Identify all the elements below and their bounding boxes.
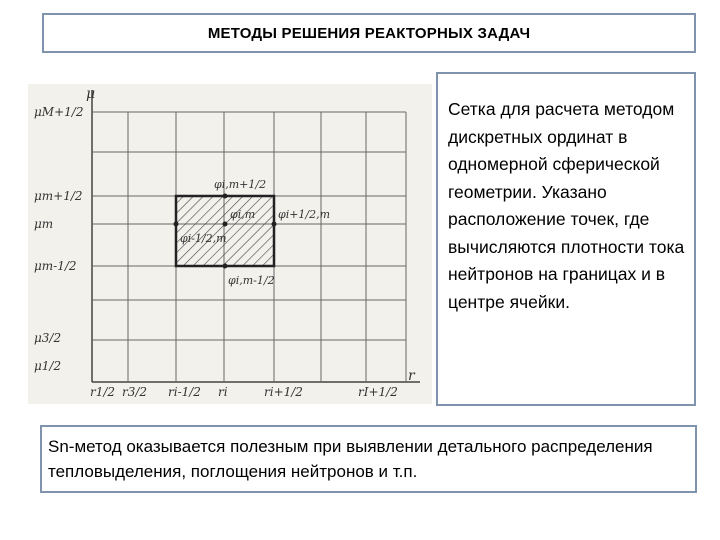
- point-label-top: φi,m+1/2: [214, 178, 267, 191]
- slide-title: МЕТОДЫ РЕШЕНИЯ РЕАКТОРНЫХ ЗАДАЧ: [207, 24, 531, 42]
- point-label-left: φi-1/2,m: [180, 232, 227, 245]
- y-label-M: μM+1/2: [34, 105, 84, 119]
- summary-text: Sn-метод оказывается полезным при выявлении детального распределения тепловыделения, поглощения нейтронов и т.п.: [48, 437, 653, 481]
- point-label-right: φi+1/2,m: [278, 208, 331, 221]
- x-label-I-plus: rI+1/2: [358, 385, 398, 399]
- summary-box: [40, 425, 697, 493]
- y-label-m-minus: μm-1/2: [34, 259, 77, 273]
- description-text: Сетка для расчета методом дискретных ординат в одномерной сферической геометрии. Указано расположение точек, где вычисляются плотности тока нейтронов на границах и в центре ячейки.: [448, 99, 685, 312]
- x-label-i-plus: ri+1/2: [264, 385, 303, 399]
- grid-diagram: [28, 84, 432, 404]
- x-label-i-minus: ri-1/2: [168, 385, 201, 399]
- axis-y-label: μ: [86, 86, 96, 102]
- x-label-1-2: r1/2: [90, 385, 116, 399]
- axis-x-label: r: [408, 368, 415, 384]
- description-box: [436, 72, 696, 406]
- y-label-m: μm: [34, 217, 54, 231]
- y-label-m-plus: μm+1/2: [34, 189, 83, 203]
- x-tick-labels: [90, 385, 398, 399]
- x-label-3-2: r3/2: [122, 385, 148, 399]
- point-label-center: φi,m: [230, 208, 256, 221]
- y-label-1-2: μ1/2: [34, 359, 62, 373]
- grid-figure: [28, 84, 432, 404]
- y-label-3-2: μ3/2: [34, 331, 62, 345]
- point-label-bottom: φi,m-1/2: [228, 274, 275, 287]
- hatched-cell: [176, 196, 274, 266]
- y-tick-labels: [34, 105, 83, 373]
- x-label-i: ri: [218, 385, 228, 399]
- title-box: [42, 13, 696, 53]
